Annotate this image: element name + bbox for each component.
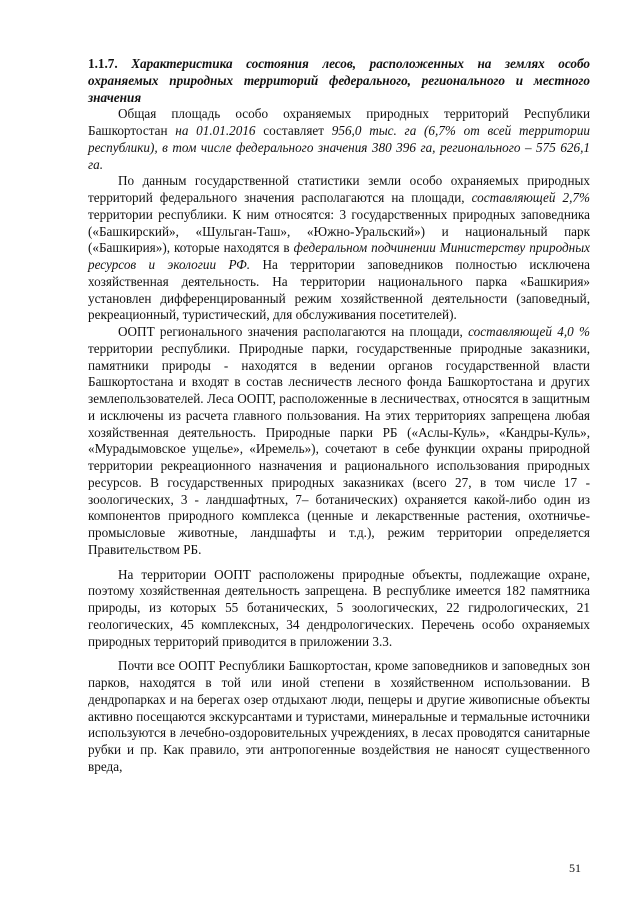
section-number: 1.1.7.	[88, 56, 118, 71]
body-text	[88, 106, 590, 775]
emphasis-text: составляющей 2,7%	[471, 190, 590, 205]
paragraph-p2	[88, 173, 590, 324]
text-run: По данным государственной статистики земли особо охраняемых природных территорий федерального значения располагаются на площади,	[88, 173, 590, 205]
text-run: ООПТ регионального значения располагаются на площади,	[118, 324, 469, 339]
section-heading	[88, 56, 590, 106]
paragraph-p4	[88, 567, 590, 651]
text-run: территории республики. К ним относятся: 3 государственных природных заповедника («Башкирский», «Шульган-Таш», «Южно-Уральский») и национальный парк («Башкирия»), которые находятся в	[88, 206, 590, 256]
emphasis-text: на 01.01.2016	[175, 123, 256, 138]
text-run: Почти все ООПТ Республики Башкортостан, кроме заповедников и заповедных зон парков, находятся в той или иной степени в хозяйственном использовании. В дендропарках и на берегах озер отдыхают люди, пещеры и другие живописные объекты активно посещаются экскурсантами и туристами, минеральные и термальные источники используются в лечебно-оздоровительных учреждениях, в лесах проводятся санитарные рубки и пр. Как правило, эти антропогенные воздействия не наносят существенного вреда,	[88, 658, 590, 774]
text-run: Общая площадь особо охраняемых природных территорий Республики Башкортостан	[88, 106, 590, 138]
text-run: территории республики. Природные парки, государственные природные заказники, памятники природы - находятся в ведении органов государственной власти Башкортостана и входят в состав лесничеств лесного фонда Башкортостана и других землепользователей. Леса ООПТ, расположенные в лесничествах, относятся в защитным и исключены из расчета главного пользования. На этих территориях запрещена любая хозяйственная деятельность. Природные парки РБ («Аслы-Куль», «Кандры-Куль», «Мурадымовское ущелье», «Иремель»), сочетают в себе функции охраны природной территории рекреационного назначения и рационального использования природных ресурсов. В государственных природных заказниках (всего 27, в том числе 17 - зоологических, 3 - ландшафтных, 7– ботанических) охраняется какой-либо один из компонентов природного комплекса (ценные и лекарственные растения, охотничье-промысловые животные, ландшафты и т.д.), режим территории определяется Правительством РБ.	[88, 340, 590, 557]
emphasis-text: федеральном подчинении Министерству природных ресурсов и экологии РФ.	[88, 240, 590, 272]
page-number: 51	[569, 861, 581, 875]
text-run: На территории ООПТ расположены природные объекты, подлежащие охране, поэтому хозяйственная деятельность запрещена. В республике имеется 182 памятника природы, из которых 55 ботанических, 5 зоологических, 22 гидрологических, 21 геологических, 45 комплексных, 34 дендрологических. Перечень особо охраняемых природных территорий приводится в приложении 3.3.	[88, 566, 590, 649]
emphasis-text: составляющей 4,0 %	[468, 324, 591, 339]
emphasis-text: 956,0 тыс. га (6,7% от всей территории республики), в том числе федерального значения 380 396 га, регионального – 575 626,1 га.	[88, 123, 591, 172]
section-title: Характеристика состояния лесов, расположенных на землях особо охраняемых природных территорий федерального, регионального и местного значения	[88, 56, 590, 105]
text-run: составляет	[255, 123, 332, 138]
paragraph-p3	[88, 324, 590, 559]
paragraph-p5	[88, 658, 590, 775]
text-run: На территории заповедников полностью исключена хозяйственная деятельность. На территории национального парка «Башкирия» установлен дифференцированный режим хозяйственной деятельности (заповедный, рекреационный, туристический, для обслуживания посетителей).	[88, 257, 591, 323]
paragraph-p1	[88, 106, 590, 173]
page-content	[88, 56, 590, 776]
